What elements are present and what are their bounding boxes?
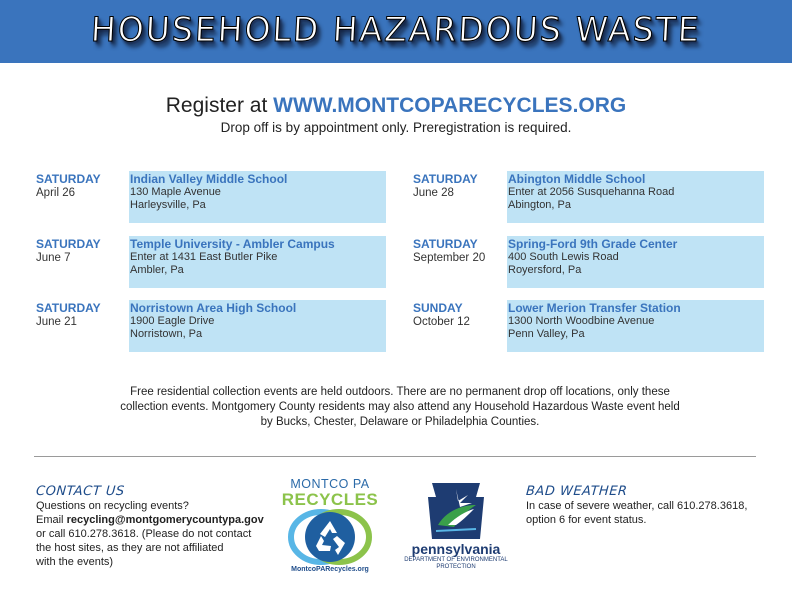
event-day: SUNDAY — [413, 301, 463, 315]
weather-text: In case of severe weather, call 610.278.3618, — [526, 500, 748, 512]
event-day: SATURDAY — [36, 172, 101, 186]
montco-recycles-logo — [280, 478, 380, 578]
event-location-box — [129, 171, 386, 223]
event-city: Harleysville, Pa — [130, 199, 206, 211]
event-site: Spring-Ford 9th Grade Center — [508, 237, 678, 251]
logo-text: RECYCLES — [281, 490, 379, 509]
recycle-icon — [285, 509, 375, 565]
logo-text: MONTCO PA — [290, 477, 370, 491]
event-address: 130 Maple Avenue — [130, 186, 221, 198]
pa-dep-logo — [398, 478, 514, 578]
event-address: 1900 Eagle Drive — [130, 315, 215, 327]
logo-text: pennsylvania — [411, 541, 501, 557]
logo-text: DEPARTMENT OF ENVIRONMENTAL — [404, 557, 508, 563]
event-item — [36, 300, 386, 352]
event-item — [413, 171, 765, 223]
event-day: SATURDAY — [36, 237, 101, 251]
contact-note: with the events) — [36, 556, 114, 568]
event-date: October 12 — [413, 316, 470, 328]
event-item — [36, 171, 386, 223]
info-line: collection events. Montgomery County residents may also attend any Household Hazardous Waste event held — [120, 401, 680, 413]
event-city: Royersford, Pa — [508, 264, 582, 276]
page-title: HOUSEHOLD HAZARDOUS WASTE — [90, 9, 702, 50]
logo-text: PROTECTION — [436, 564, 476, 570]
event-day: SATURDAY — [413, 172, 478, 186]
event-item — [413, 300, 765, 352]
event-date: June 28 — [413, 187, 454, 199]
title-banner — [0, 0, 792, 63]
event-site: Lower Merion Transfer Station — [508, 301, 681, 315]
event-site: Temple University - Ambler Campus — [130, 237, 335, 251]
event-location-box — [507, 171, 764, 223]
event-date: April 26 — [36, 187, 75, 199]
register-note: Drop off is by appointment only. Preregistration is required. — [220, 120, 572, 135]
event-city: Ambler, Pa — [130, 264, 184, 276]
event-city: Penn Valley, Pa — [508, 328, 585, 340]
info-line: Free residential collection events are held outdoors. There are no permanent drop off locations, only these — [130, 386, 670, 398]
event-address: Enter at 2056 Susquehanna Road — [508, 186, 675, 198]
event-site: Norristown Area High School — [130, 301, 297, 315]
event-date: September 20 — [413, 252, 486, 264]
contact-question: Questions on recycling events? — [36, 500, 189, 512]
logo-url: MontcoPARecycles.org — [291, 566, 369, 573]
event-date: June 21 — [36, 316, 77, 328]
weather-title: BAD WEATHER — [525, 484, 628, 499]
email-prefix: Email — [36, 514, 67, 526]
event-city: Abington, Pa — [508, 199, 571, 211]
weather-text: option 6 for event status. — [526, 514, 647, 526]
event-location-box — [507, 300, 764, 352]
event-date: June 7 — [36, 252, 71, 264]
contact-email-link[interactable]: recycling@montgomerycountypa.gov — [66, 514, 264, 526]
event-day: SATURDAY — [413, 237, 478, 251]
keystone-icon — [426, 481, 486, 541]
contact-note: the host sites, as they are not affiliated — [36, 542, 224, 554]
event-day: SATURDAY — [36, 301, 101, 315]
event-location-box — [129, 300, 386, 352]
event-site: Indian Valley Middle School — [130, 172, 288, 186]
event-address: 1300 North Woodbine Avenue — [508, 315, 655, 327]
info-line: by Bucks, Chester, Delaware or Philadelphia Counties. — [260, 416, 540, 428]
event-location-box — [129, 236, 386, 288]
contact-section — [36, 484, 276, 569]
event-address: 400 South Lewis Road — [508, 251, 619, 263]
weather-section — [526, 484, 766, 527]
register-heading — [0, 94, 792, 118]
event-item — [36, 236, 386, 288]
info-paragraph — [90, 385, 710, 430]
section-divider — [34, 456, 756, 457]
event-location-box — [507, 236, 764, 288]
event-city: Norristown, Pa — [130, 328, 203, 340]
contact-call: or call 610.278.3618. (Please do not contact — [36, 528, 252, 540]
contact-title: CONTACT US — [35, 484, 126, 499]
event-address: Enter at 1431 East Butler Pike — [130, 251, 278, 263]
event-item — [413, 236, 765, 288]
event-site: Abington Middle School — [508, 172, 646, 186]
register-prefix: Register at — [165, 94, 274, 117]
contact-email-line — [36, 513, 276, 527]
register-url-link[interactable]: WWW.MONTCOPARECYCLES.ORG — [273, 94, 627, 117]
